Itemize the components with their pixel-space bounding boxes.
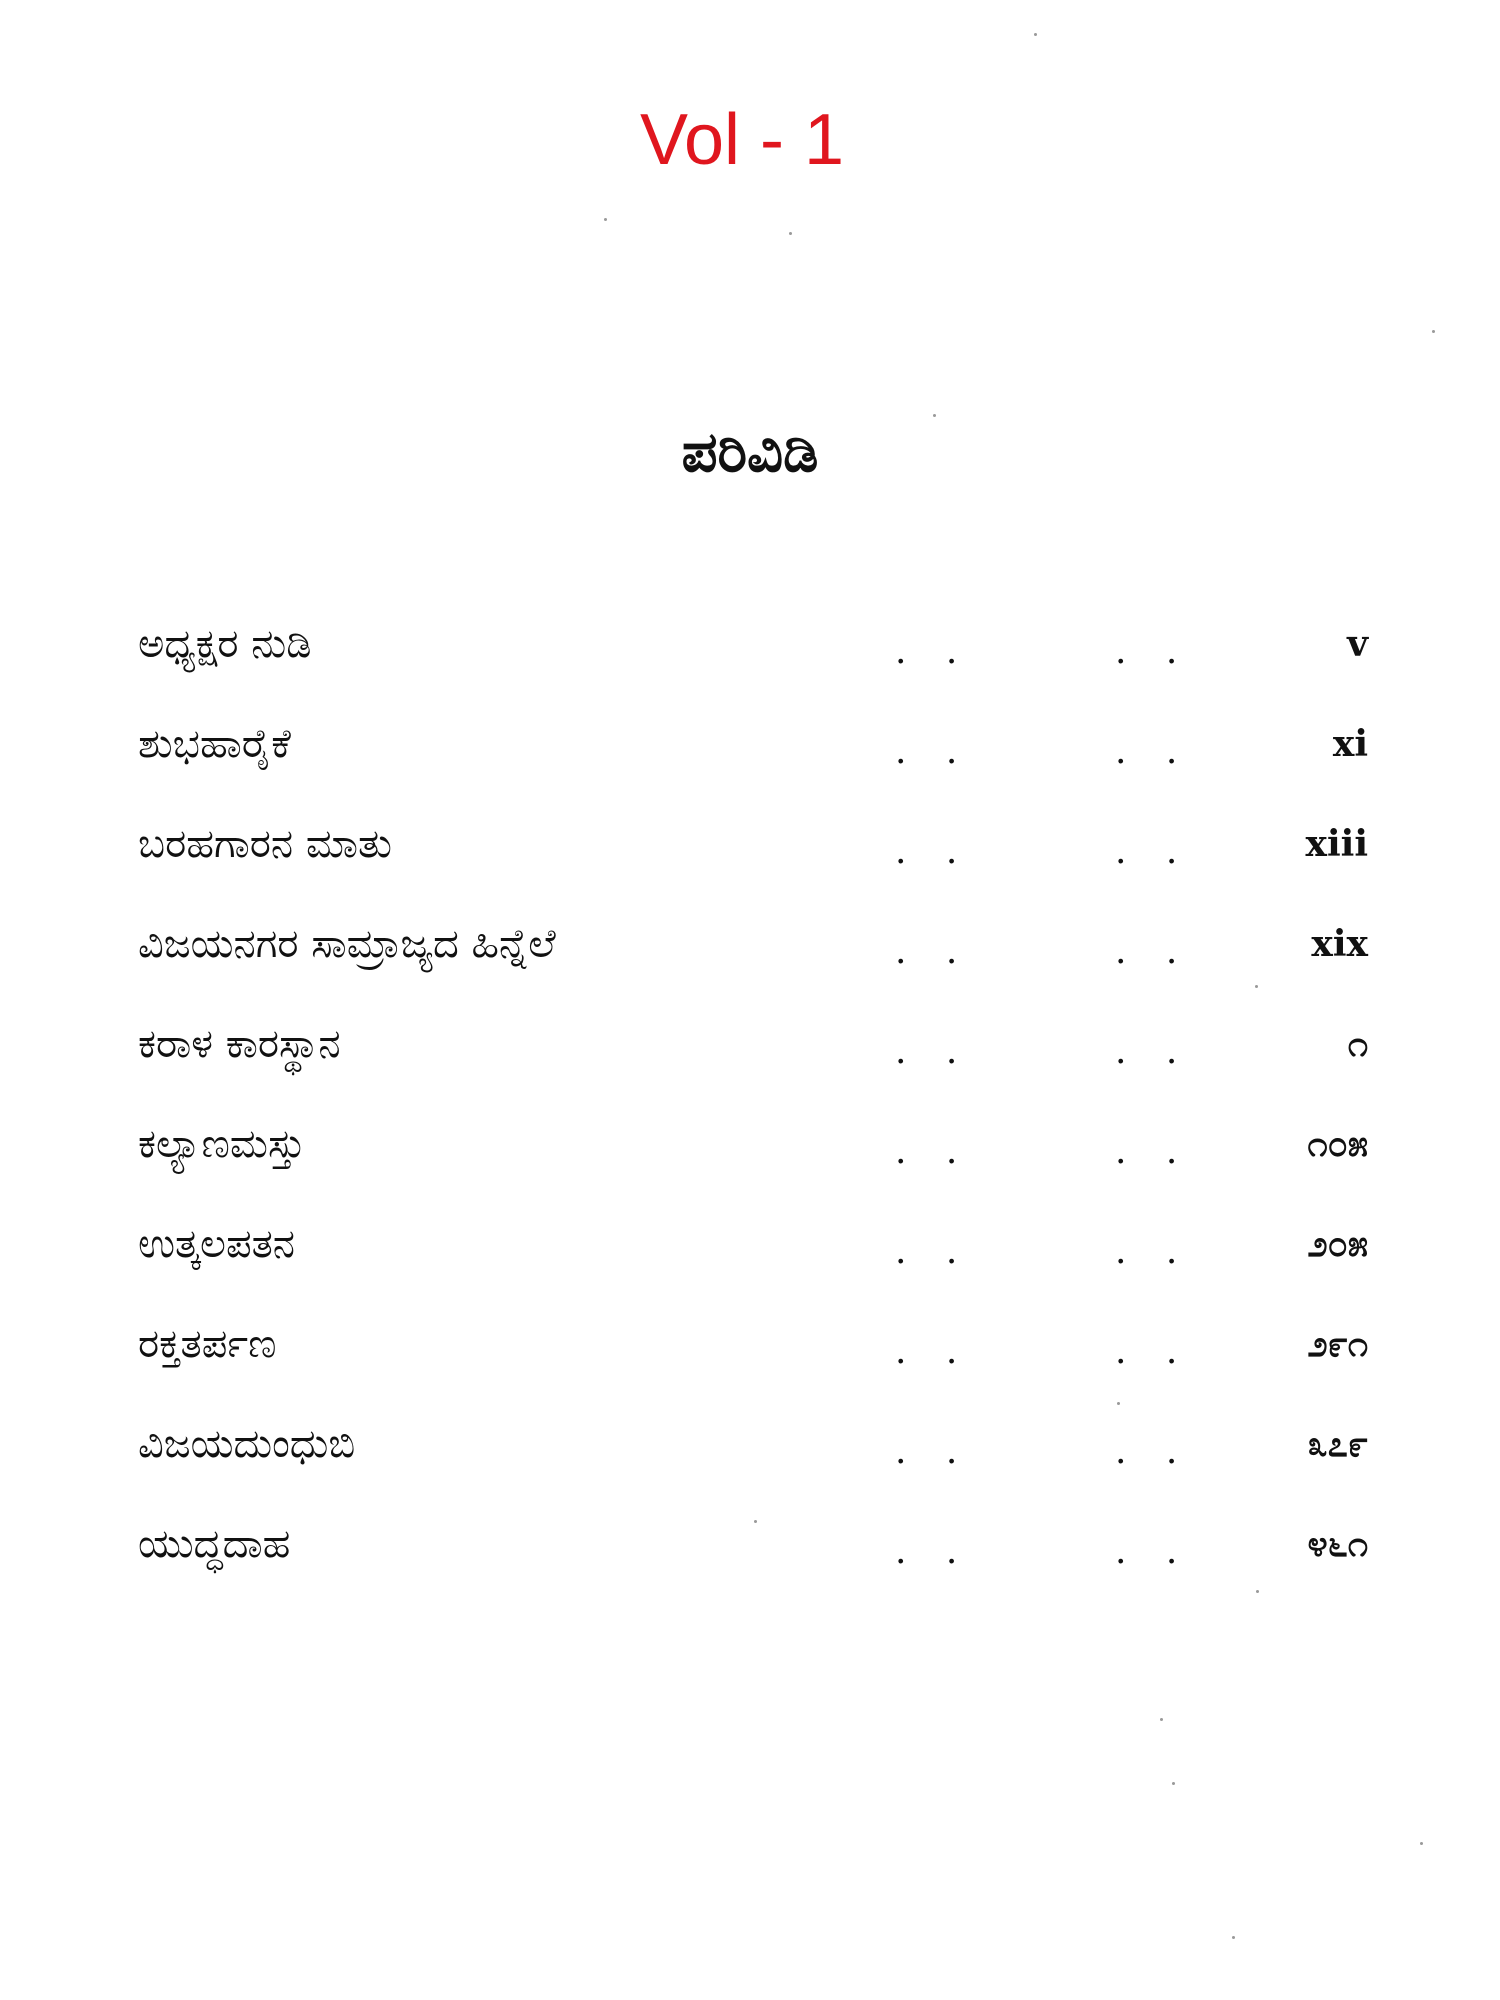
leader-dots: . . [1115, 1031, 1192, 1072]
toc-entry-title: ಕರಾಳ ಕಾರಸ್ಥಾನ [138, 1021, 341, 1067]
scan-speck [754, 1520, 757, 1523]
contents-heading: ಪರಿವಿಡಿ [681, 419, 819, 485]
leader-dots: . . [1115, 831, 1192, 872]
leader-dots: . . [895, 1131, 972, 1172]
toc-entry [138, 598, 1368, 698]
scan-speck [933, 414, 936, 417]
leader-dots: . . [895, 1531, 972, 1572]
leader-dots: . . [895, 931, 972, 972]
toc-entry-title: ವಿಜಯನಗರ ಸಾಮ್ರಾಜ್ಯದ ಹಿನ್ನೆಲೆ [138, 921, 556, 967]
leader-dots: . . [1115, 1431, 1192, 1472]
leader-dots: . . [1115, 1531, 1192, 1572]
toc-entry [138, 1298, 1368, 1398]
leader-dots: . . [1115, 1131, 1192, 1172]
scan-speck [1255, 985, 1258, 988]
toc-entry [138, 898, 1368, 998]
volume-label: Vol - 1 [639, 100, 845, 180]
leader-dots: . . [1115, 631, 1192, 672]
toc-entry-title: ಉತ್ಕಲಪತನ [138, 1221, 296, 1267]
table-of-contents [138, 598, 1368, 1598]
toc-entry-page: v [1347, 623, 1368, 665]
toc-entry-page: ೩೭೯ [1307, 1423, 1368, 1465]
toc-entry-page: xi [1332, 723, 1368, 765]
leader-dots: . . [1115, 1231, 1192, 1272]
scan-speck [1420, 1842, 1423, 1845]
scan-speck [1172, 1782, 1175, 1785]
leader-dots: . . [1115, 931, 1192, 972]
toc-entry-title: ಕಲ್ಯಾಣಮಸ್ತು [138, 1121, 306, 1167]
scan-speck [1232, 1936, 1235, 1939]
scan-speck [1256, 1590, 1259, 1593]
leader-dots: . . [895, 831, 972, 872]
toc-entry-page: ೪೬೧ [1307, 1523, 1368, 1565]
toc-entry [138, 798, 1368, 898]
leader-dots: . . [1115, 731, 1192, 772]
toc-entry-page: xiii [1305, 823, 1368, 865]
toc-entry-title: ಅಧ್ಯಕ್ಷರ ನುಡಿ [138, 621, 312, 667]
toc-entry-title: ಬರಹಗಾರನ ಮಾತು [138, 821, 392, 867]
toc-entry [138, 1198, 1368, 1298]
toc-entry-title: ರಕ್ತತರ್ಪಣ [138, 1321, 277, 1367]
toc-entry-page: ೧೦೫ [1307, 1123, 1368, 1165]
toc-entry [138, 698, 1368, 798]
leader-dots: . . [895, 1031, 972, 1072]
toc-entry-page: xix [1311, 923, 1368, 965]
toc-entry [138, 1498, 1368, 1598]
scan-speck [1160, 1718, 1163, 1721]
scan-speck [1034, 33, 1037, 36]
scan-speck [1432, 330, 1435, 333]
leader-dots: . . [895, 1231, 972, 1272]
toc-entry-page: ೨೯೧ [1307, 1323, 1368, 1365]
leader-dots: . . [1115, 1331, 1192, 1372]
leader-dots: . . [895, 631, 972, 672]
toc-entry-title: ವಿಜಯದುಂಧುಬಿ [138, 1421, 356, 1467]
scan-speck [1117, 1402, 1120, 1405]
scan-speck [604, 218, 607, 221]
toc-entry [138, 1398, 1368, 1498]
toc-entry [138, 1098, 1368, 1198]
scan-speck [789, 232, 792, 235]
toc-entry-page: ೧ [1347, 1023, 1368, 1065]
leader-dots: . . [895, 1431, 972, 1472]
leader-dots: . . [895, 1331, 972, 1372]
toc-entry [138, 998, 1368, 1098]
toc-entry-title: ಯುದ್ಧದಾಹ [138, 1521, 291, 1567]
leader-dots: . . [895, 731, 972, 772]
toc-entry-page: ೨೦೫ [1307, 1223, 1368, 1265]
toc-entry-title: ಶುಭಹಾರೈಕೆ [138, 721, 291, 767]
